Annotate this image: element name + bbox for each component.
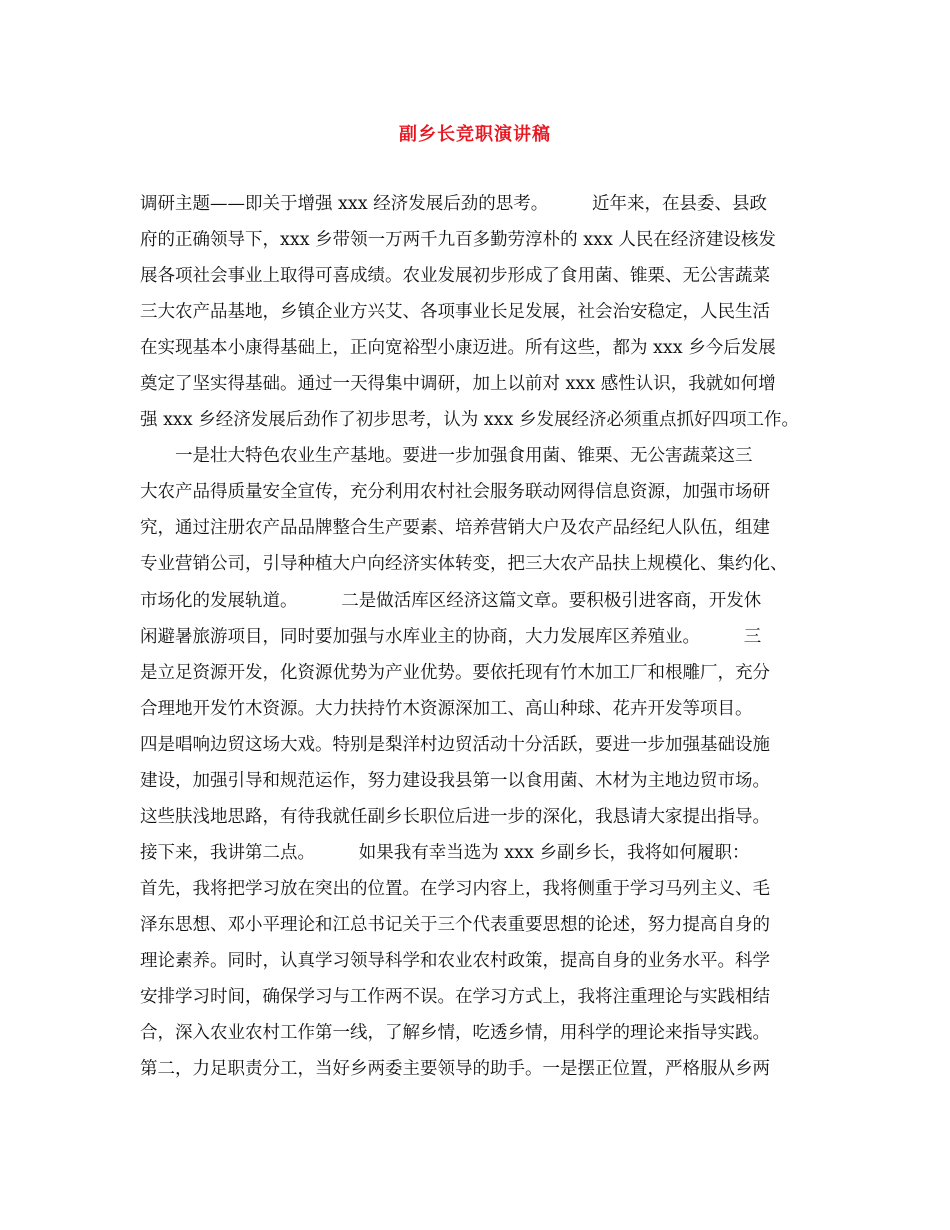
text-line: 建设，加强引导和规范运作，努力建设我县第一以食用菌、木材为主地边贸市场。 <box>140 770 770 791</box>
text-line: 合理地开发竹木资源。大力扶持竹木资源深加工、高山种球、花卉开发等项目。 <box>140 698 753 719</box>
text-line: 展各项社会事业上取得可喜成绩。农业发展初步形成了食用菌、锥栗、无公害蔬菜 <box>140 266 770 287</box>
text-line: 第二，力足职责分工，当好乡两委主要领导的助手。一是摆正位置，严格服从乡两 <box>140 1059 770 1080</box>
text-line: 调研主题——即关于增强 xxx 经济发展后劲的思考。 近年来，在县委、县政 <box>140 194 767 214</box>
text-line: 究，通过注册农产品品牌整合生产要素、培养营销大户及农产品经纪人队伍，组建 <box>140 518 770 539</box>
text-line: 三大农产品基地，乡镇企业方兴艾、各项事业长足发展，社会治安稳定，人民生活 <box>140 302 770 323</box>
text-line: 市场化的发展轨道。 二是做活库区经济这篇文章。要积极引进客商，开发休 <box>140 590 762 611</box>
text-line: 泽东思想、邓小平理论和江总书记关于三个代表重要思想的论述，努力提高自身的 <box>140 914 770 935</box>
page-title: 副乡长竞职演讲稿 <box>399 124 551 145</box>
text-line: 大农产品得质量安全宣传，充分利用农村社会服务联动网得信息资源，加强市场研 <box>140 482 770 503</box>
text-line: 是立足资源开发，化资源优势为产业优势。要依托现有竹木加工厂和根雕厂，充分 <box>140 662 770 683</box>
text-line: 安排学习时间，确保学习与工作两不误。在学习方式上，我将注重理论与实践相结 <box>140 987 770 1008</box>
body-text <box>140 186 826 1087</box>
text-line: 首先，我将把学习放在突出的位置。在学习内容上，我将侧重于学习马列主义、毛 <box>140 878 770 899</box>
text-line: 理论素养。同时，认真学习领导科学和农业农村政策，提高自身的业务水平。科学 <box>140 950 770 971</box>
text-line: 四是唱响边贸这场大戏。特别是梨洋村边贸活动十分活跃，要进一步加强基础设施 <box>140 734 770 755</box>
text-line: 强 xxx 乡经济发展后劲作了初步思考，认为 xxx 乡发展经济必须重点抓好四项工作。 <box>140 410 799 431</box>
text-line: 这些肤浅地思路，有待我就任副乡长职位后进一步的深化，我恳请大家提出指导。 <box>140 806 770 827</box>
text-line: 专业营销公司，引导种植大户向经济实体转变，把三大农产品扶上规模化、集约化、 <box>140 554 788 575</box>
text-line: 奠定了坚实得基础。通过一天得集中调研，加上以前对 xxx 感性认识，我就如何增 <box>140 374 776 395</box>
text-line: 接下来，我讲第二点。 如果我有幸当选为 xxx 乡副乡长，我将如何履职： <box>140 842 750 863</box>
text-line: 府的正确领导下，xxx 乡带领一万两千九百多勤劳淳朴的 xxx 人民在经济建设核发 <box>140 230 776 251</box>
text-line: 闲避暑旅游项目，同时要加强与水库业主的协商，大力发展库区养殖业。 三 <box>140 626 762 647</box>
text-line: 合，深入农业农村工作第一线，了解乡情，吃透乡情，用科学的理论来指导实践。 <box>140 1023 770 1044</box>
text-line: 一是壮大特色农业生产基地。要进一步加强食用菌、锥栗、无公害蔬菜这三 <box>140 446 753 467</box>
text-line: 在实现基本小康得基础上，正向宽裕型小康迈进。所有这些，都为 xxx 乡今后发展 <box>140 338 776 359</box>
